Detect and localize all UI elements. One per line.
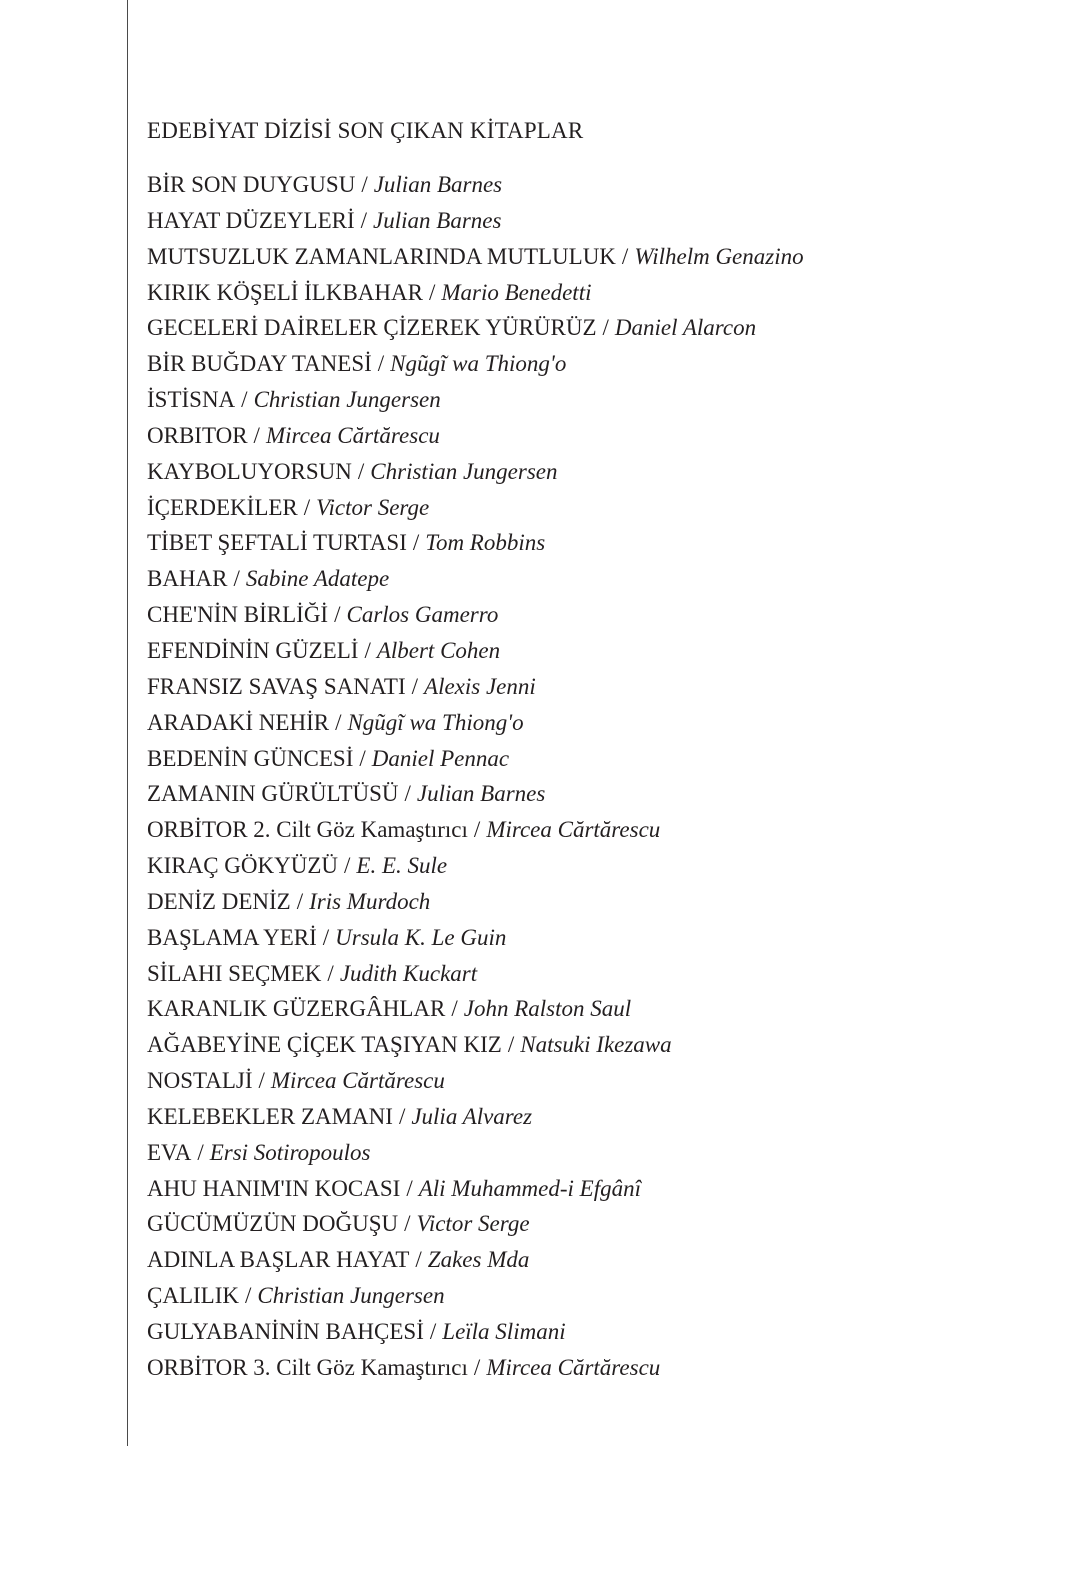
book-title: NOSTALJİ [147,1068,253,1094]
book-title: AHU HANIM'IN KOCASI [147,1175,401,1201]
book-author: Christian Jungersen [253,387,441,413]
list-item [147,1099,1027,1135]
book-title: BEDENİN GÜNCESİ [147,745,354,771]
separator: / [398,1103,406,1129]
book-author: Ngũgĩ wa Thiong'o [390,351,567,377]
book-title: MUTSUZLUK ZAMANLARINDA MUTLULUK [147,243,616,269]
list-item [147,991,1027,1027]
book-list-page [147,114,1027,1386]
list-item [147,812,1027,848]
list-item [147,776,1027,812]
list-item [147,597,1027,633]
list-item [147,705,1027,741]
book-author: Julian Barnes [416,781,546,807]
book-author: Tom Robbins [425,530,546,556]
margin-rule [127,0,128,1446]
separator: / [344,853,351,879]
separator: / [296,888,304,914]
book-author: Mircea Cărtărescu [265,422,440,448]
list-item [147,275,1027,311]
book-title: DENİZ DENİZ [147,888,291,914]
book-author: Christian Jungersen [257,1283,445,1309]
book-title: İÇERDEKİLER [147,494,298,520]
book-title: KAYBOLUYORSUN [147,458,352,484]
book-author: Carlos Gamerro [346,602,499,628]
separator: / [602,315,609,341]
book-author: Wilhelm Genazino [634,243,804,269]
book-author: Judith Kuckart [339,960,478,986]
book-author: Daniel Pennac [371,745,510,771]
separator: / [327,960,334,986]
book-author: Natsuki Ikezawa [520,1032,672,1058]
page-heading: EDEBİYAT DİZİSİ SON ÇIKAN KİTAPLAR [147,118,584,143]
separator: / [429,1319,437,1344]
book-author: Alexis Jenni [424,673,536,699]
book-title: İSTİSNA [147,387,236,413]
book-author: Mircea Cărtărescu [270,1068,445,1094]
separator: / [361,172,368,197]
separator: / [359,745,366,771]
separator: / [404,781,411,807]
book-title: ORBİTOR 3. Cilt Göz Kamaştırıcı [147,1354,468,1380]
list-item [147,1278,1027,1314]
separator: / [377,351,385,377]
list-item [147,382,1027,418]
list-item [147,848,1027,884]
book-author: Iris Murdoch [309,888,431,914]
book-title: BİR BUĞDAY TANESİ [147,351,372,377]
book-title: ORBITOR [147,422,248,448]
list-item [147,920,1027,956]
book-title: BİR SON DUYGUSU [147,172,356,197]
book-author: John Ralston Saul [463,996,632,1022]
list-item [147,418,1027,454]
separator: / [473,1354,481,1380]
list-item [147,1206,1027,1242]
separator: / [258,1068,265,1094]
list-item [147,1135,1027,1171]
book-author: Julia Alvarez [411,1103,533,1129]
book-title: GECELERİ DAİRELER ÇİZEREK YÜRÜRÜZ [147,315,597,341]
book-author: Ersi Sotiropoulos [209,1139,371,1165]
book-author: Leïla Slimani [442,1319,566,1344]
book-title: KIRIK KÖŞELİ İLKBAHAR [147,279,423,305]
book-list [147,167,1027,1386]
separator: / [322,924,330,950]
book-title: KELEBEKLER ZAMANI [147,1103,393,1129]
separator: / [244,1283,252,1309]
book-title: ORBİTOR 2. Cilt Göz Kamaştırıcı [147,817,468,843]
book-title: ÇALILIK [147,1283,239,1309]
separator: / [473,817,481,843]
book-title: KARANLIK GÜZERGÂHLAR [147,996,446,1022]
book-title: CHE'NİN BİRLİĞİ [147,602,329,628]
list-item [147,884,1027,920]
book-author: Victor Serge [416,1211,530,1237]
separator: / [241,387,248,413]
book-title: AĞABEYİNE ÇİÇEK TAŞIYAN KIZ [147,1032,502,1058]
separator: / [233,566,240,592]
separator: / [303,494,311,520]
separator: / [428,279,436,305]
book-author: Julian Barnes [373,207,502,233]
book-author: Ursula K. Le Guin [335,924,507,950]
book-title: KIRAÇ GÖKYÜZÜ [147,853,339,879]
book-author: Daniel Alarcon [614,315,757,341]
book-author: Ngũgĩ wa Thiong'o [347,709,524,735]
separator: / [360,207,368,233]
separator: / [415,1247,422,1273]
book-title: GÜCÜMÜZÜN DOĞUŞU [147,1211,399,1237]
book-author: Christian Jungersen [370,458,558,484]
list-item [147,525,1027,561]
list-item [147,1063,1027,1099]
book-title: GULYABANİNİN BAHÇESİ [147,1319,424,1344]
book-author: Zakes Mda [427,1247,530,1273]
book-title: ARADAKİ NEHİR [147,709,330,735]
separator: / [451,996,458,1022]
book-title: FRANSIZ SAVAŞ SANATI [147,673,406,699]
list-item [147,1027,1027,1063]
list-item [147,669,1027,705]
book-author: Mario Benedetti [441,279,592,305]
separator: / [621,243,629,269]
book-author: Mircea Cărtărescu [486,1354,661,1380]
list-item [147,203,1027,239]
list-item [147,239,1027,275]
separator: / [412,530,420,556]
separator: / [197,1139,204,1165]
separator: / [335,709,342,735]
list-item [147,633,1027,669]
book-title: ADINLA BAŞLAR HAYAT [147,1247,410,1273]
list-item [147,1242,1027,1278]
list-item [147,490,1027,526]
separator: / [334,602,341,628]
book-author: Ali Muhammed-i Efgânî [418,1175,641,1201]
list-item [147,741,1027,777]
list-item [147,346,1027,382]
book-title: SİLAHI SEÇMEK [147,960,322,986]
book-title: BAHAR [147,566,228,592]
book-author: Julian Barnes [373,172,503,197]
separator: / [357,458,365,484]
book-title: ZAMANIN GÜRÜLTÜSÜ [147,781,399,807]
separator: / [406,1175,413,1201]
list-item [147,1350,1027,1386]
book-author: Victor Serge [316,494,430,520]
list-item [147,561,1027,597]
book-title: EFENDİNİN GÜZELİ [147,637,359,663]
book-title: TİBET ŞEFTALİ TURTASI [147,530,407,556]
list-item [147,310,1027,346]
separator: / [253,422,260,448]
book-author: E. E. Sule [356,853,448,879]
book-title: HAYAT DÜZEYLERİ [147,207,355,233]
list-item [147,1171,1027,1207]
list-item [147,454,1027,490]
book-title: BAŞLAMA YERİ [147,924,317,950]
book-author: Mircea Cărtărescu [486,817,661,843]
list-item [147,956,1027,992]
separator: / [404,1211,411,1237]
separator: / [411,673,419,699]
separator: / [507,1032,515,1058]
list-item [147,1314,1027,1350]
book-title: EVA [147,1139,192,1165]
separator: / [364,637,371,663]
book-author: Albert Cohen [376,637,501,663]
list-item [147,167,1027,203]
book-author: Sabine Adatepe [245,566,390,592]
